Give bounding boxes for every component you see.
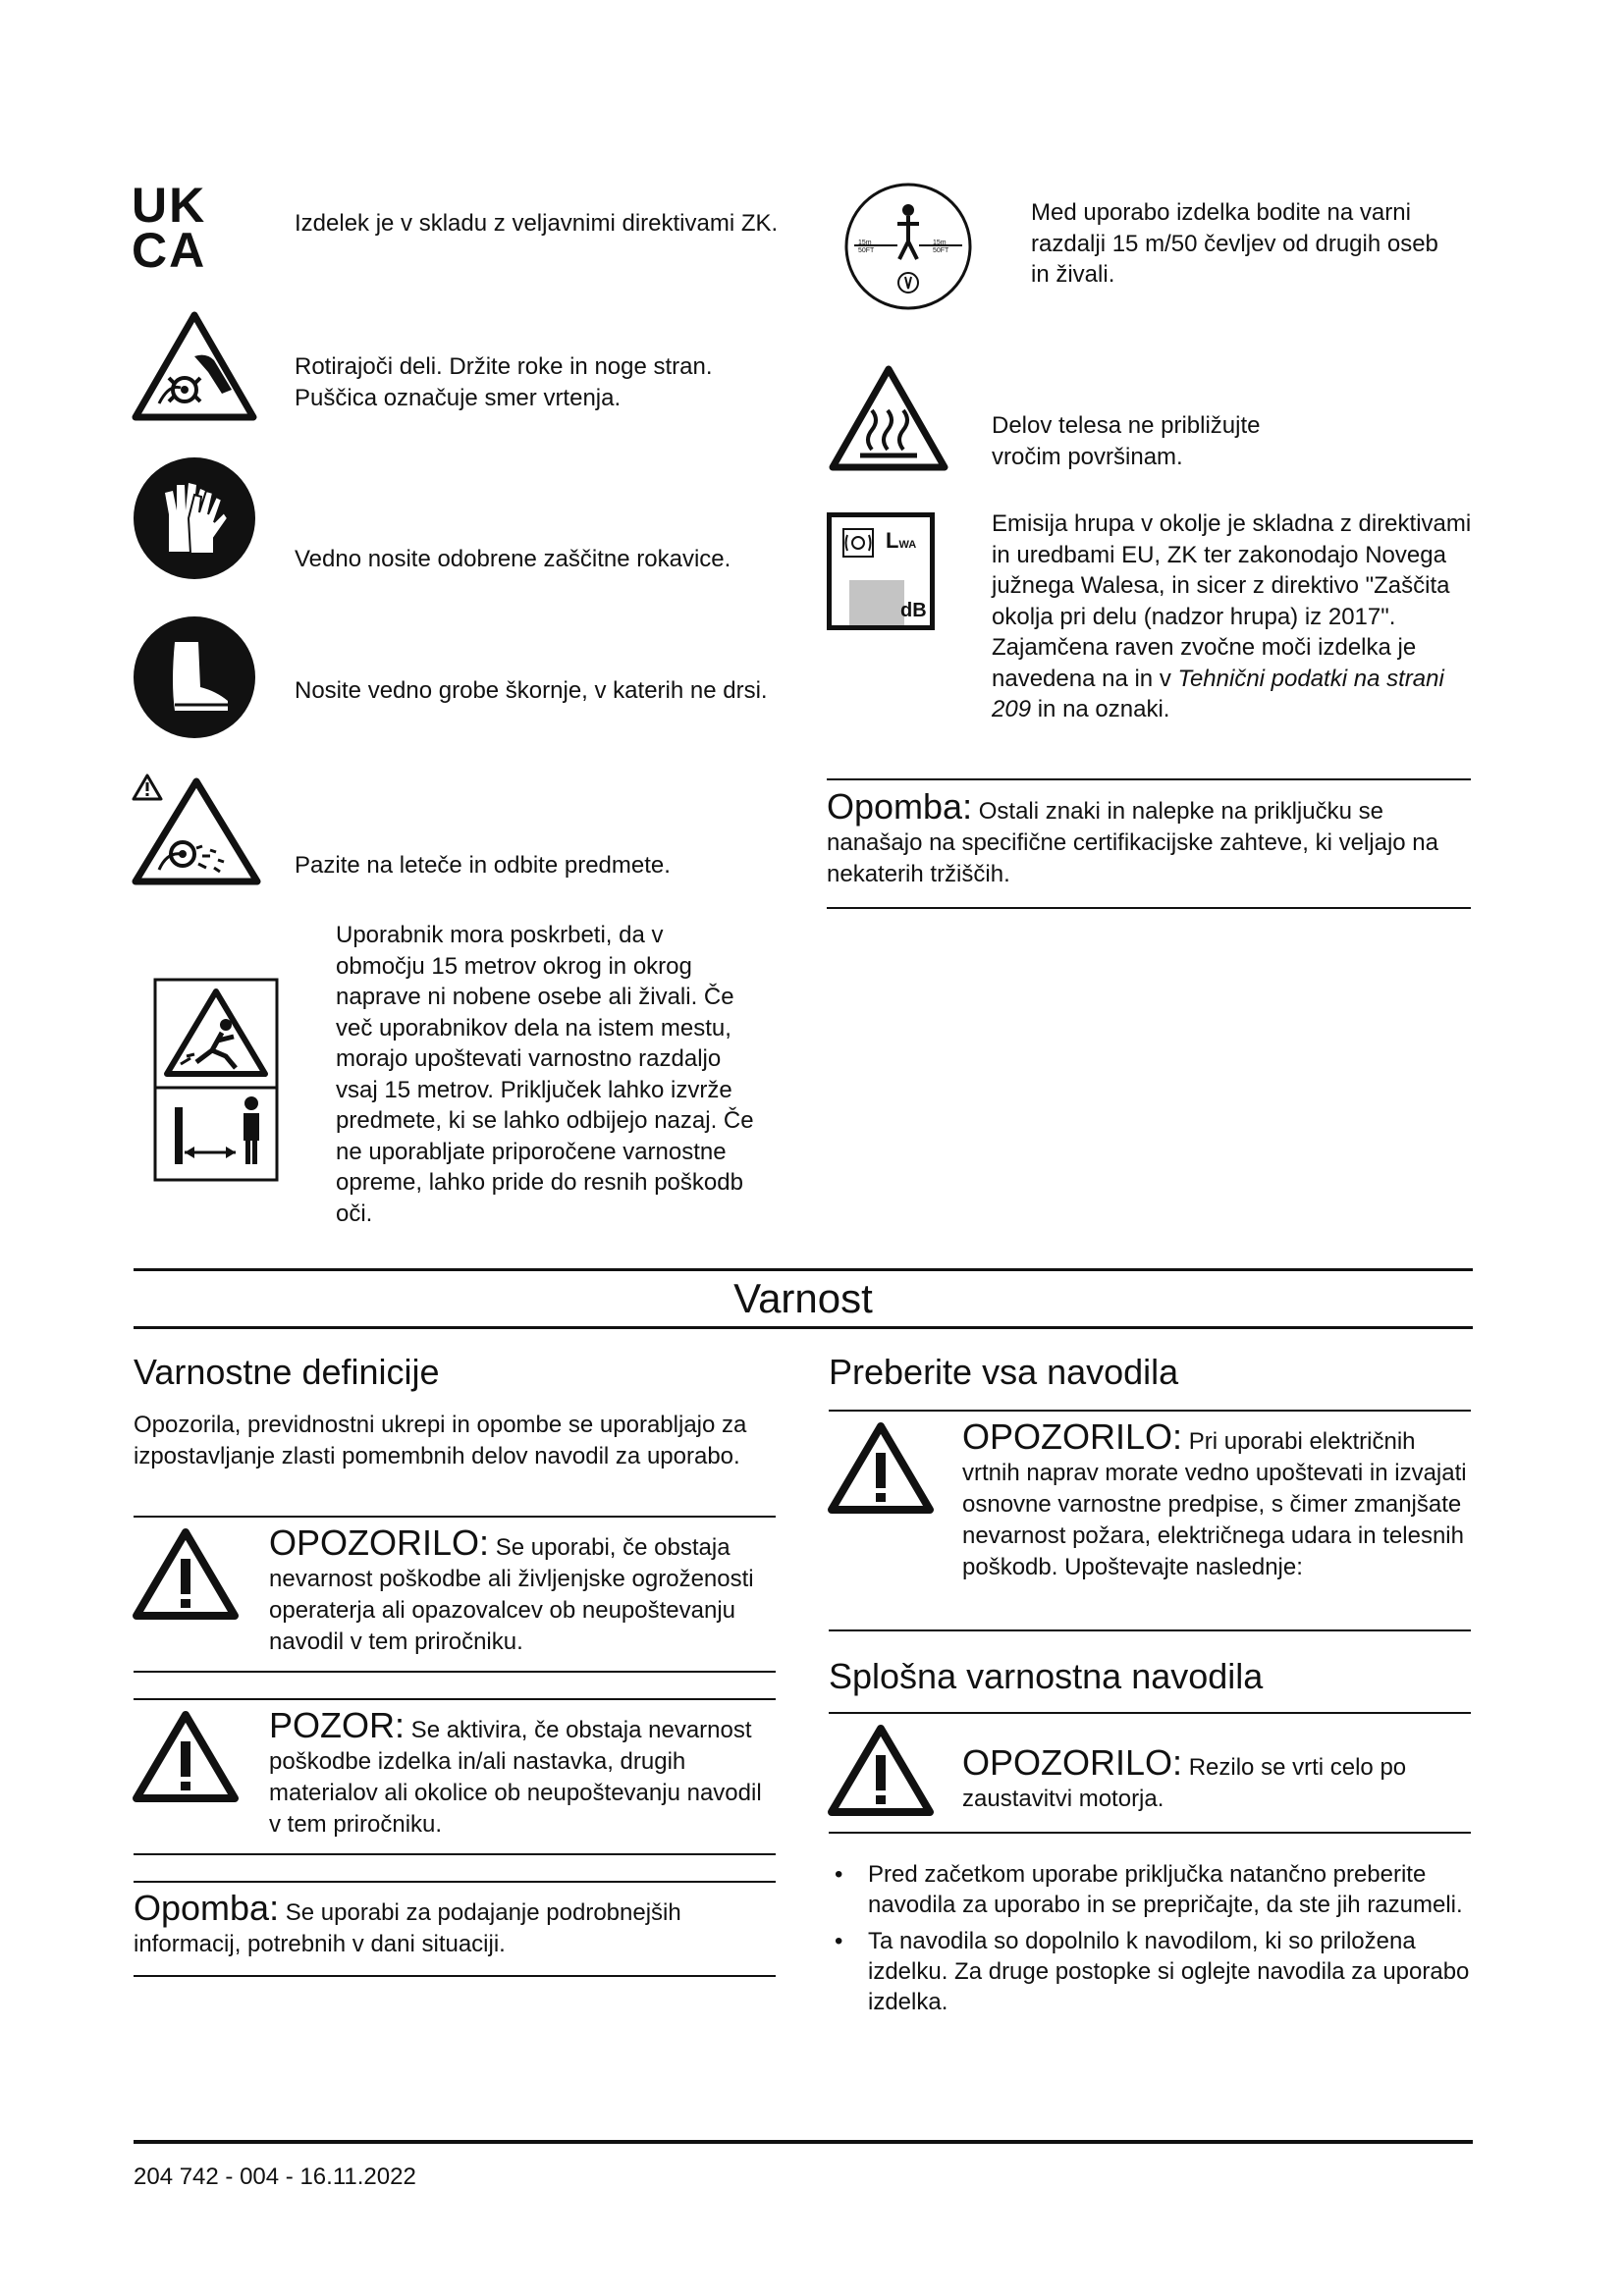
general-rule-upper	[829, 1712, 1471, 1714]
read-warning	[962, 1416, 1473, 1583]
safety-distance-icon	[153, 978, 279, 1182]
note-top-rule-upper	[827, 778, 1471, 780]
ukca-top: UK	[132, 178, 207, 233]
note-rule-lower	[134, 1975, 776, 1977]
general-warning-triangle-icon	[827, 1724, 935, 1818]
warning-rule-lower	[134, 1671, 776, 1673]
note-text: Se uporabi za podajanje podrobnejših informacij, potrebnih v dani situaciji.	[134, 1899, 681, 1957]
rotating-parts-warning-icon	[130, 309, 259, 423]
noise-label-l: L	[886, 528, 899, 553]
warning-rule-upper	[134, 1516, 776, 1518]
section-rule-bottom	[134, 1326, 1473, 1329]
caution-triangle-icon	[132, 1710, 240, 1804]
heading-read-instructions: Preberite vsa navodila	[829, 1352, 1179, 1392]
noise-label-db: dB	[900, 600, 927, 621]
read-rule-lower	[829, 1629, 1471, 1631]
warning-text: Se uporabi, če obstaja nevarnost poškodbe ali življenjske ogroženosti operaterja ali opazovalcev ob neupoštevanju navodil v tem priročniku.	[269, 1534, 754, 1655]
note-lead: Opomba:	[134, 1888, 280, 1928]
note-definition	[134, 1888, 772, 1960]
noise-text-before: Emisija hrupa v okolje je skladna z direktivami in uredbami EU, ZK ter zakonodajo Novega južnega Walesa, in sicer z direktivo "Zaščita okolja pri delu (nadzor hrupa) iz 2017". Zajamčena raven zvočne moči izdelka je navedena na in v	[992, 510, 1472, 692]
caution-text: Se aktivira, če obstaja nevarnost poškodbe izdelka in/ali nastavka, drugih materialov ali okolice ob neupoštevanju navodil v tem priročniku.	[269, 1717, 762, 1838]
distance-label-left: 15m 50FT	[858, 240, 875, 254]
general-warning	[962, 1742, 1473, 1815]
boots-icon	[132, 614, 257, 740]
section-rule-top	[134, 1268, 1473, 1271]
general-rule-lower	[829, 1832, 1471, 1834]
hot-surface-warning-icon	[827, 363, 950, 477]
footer-doc-id: 204 742 - 004 - 16.11.2022	[134, 2163, 416, 2190]
gloves-icon	[132, 455, 257, 581]
symbol-text-ukca: Izdelek je v skladu z veljavnimi direktivami ZK.	[295, 210, 779, 237]
warning-definition	[269, 1522, 760, 1658]
read-warning-triangle-icon	[827, 1421, 935, 1516]
footer-rule	[134, 2140, 1473, 2144]
read-rule-upper	[829, 1410, 1471, 1412]
heading-general-safety: Splošna varnostna navodila	[829, 1656, 1264, 1696]
general-warning-text: Rezilo se vrti celo po zaustavitvi motorja.	[962, 1754, 1407, 1812]
symbol-text-gloves: Vedno nosite odobrene zaščitne rokavice.	[295, 546, 731, 572]
section-title: Varnost	[733, 1275, 873, 1321]
noise-text-after: in na oznaki.	[1031, 696, 1170, 722]
safety-bullet-list	[827, 1859, 1475, 2023]
note-rule-upper	[134, 1881, 776, 1883]
symbol-text-distance: Uporabnik mora poskrbeti, da v območju 15 metrov okrog in okrog naprave ni nobene osebe ali živali. Če več uporabnikov dela na istem mestu, morajo upoštevati varnostno razdaljo vsaj 15 metrov. Priključek lahko izvrže predmete, ki se lahko odbijejo nazaj. Če ne uporabljate priporočene varnostne opreme, lahko pride do resnih poškodb oči.	[336, 922, 754, 1227]
ukca-mark-icon	[132, 178, 230, 278]
caution-rule-upper	[134, 1698, 776, 1700]
flying-objects-warning-icon	[130, 772, 263, 887]
ukca-bottom: CA	[132, 223, 207, 278]
symbol-text-hot: Delov telesa ne približujte vročim površinam.	[992, 412, 1261, 470]
definitions-intro: Opozorila, previdnostni ukrepi in opombe se uporabljajo za izpostavljanje zlasti pomembnih delov navodil za uporabo.	[134, 1412, 747, 1469]
symbol-text-flying: Pazite na leteče in odbite predmete.	[295, 852, 671, 879]
warning-triangle-icon	[132, 1527, 240, 1622]
warning-lead: OPOZORILO:	[269, 1522, 490, 1563]
list-item: • Pred začetkom uporabe priključka natančno preberite navodila za uporabo in se prepričajte, da ste jih razumeli.	[835, 1861, 1463, 1918]
caution-lead: POZOR:	[269, 1705, 406, 1745]
note-top	[827, 786, 1465, 890]
symbol-text-boots: Nosite vedno grobe škornje, v katerih ne drsi.	[295, 677, 768, 704]
note-top-lead: Opomba:	[827, 786, 973, 827]
note-top-text: Ostali znaki in nalepke na priključku se nanašajo na specifične certifikacijske zahteve, ki veljajo na nekaterih tržiščih.	[827, 798, 1439, 887]
heading-definitions: Varnostne definicije	[134, 1352, 440, 1392]
symbol-text-noise	[992, 508, 1473, 725]
symbol-text-rotating: Rotirajoči deli. Držite roke in noge stran. Puščica označuje smer vrtenja.	[295, 353, 713, 411]
symbol-text-15m: Med uporabo izdelka bodite na varni razdalji 15 m/50 čevljev od drugih oseb in živali.	[1031, 199, 1438, 288]
noise-level-icon	[827, 512, 935, 630]
caution-rule-lower	[134, 1853, 776, 1855]
general-warning-lead: OPOZORILO:	[962, 1742, 1183, 1783]
caution-definition	[269, 1705, 770, 1841]
list-item: • Ta navodila so dopolnilo k navodilom, ki so priložena izdelku. Za druge postopke si oglejte navodila za uporabo izdelka.	[835, 1928, 1470, 2015]
noise-label-wa: WA	[898, 539, 917, 551]
distance-label-right: 15m 50FT	[933, 240, 949, 254]
noise-text-link[interactable]: Tehnični podatki na strani 209	[992, 665, 1444, 722]
read-warning-text: Pri uporabi električnih vrtnih naprav morate vedno upoštevati in izvajati osnovne varnostne predpise, s čimer zmanjšate nevarnost požara, električnega udara in telesnih poškodb. Upoštevajte naslednje:	[962, 1428, 1467, 1580]
read-warning-lead: OPOZORILO:	[962, 1416, 1183, 1457]
note-top-rule-lower	[827, 907, 1471, 909]
